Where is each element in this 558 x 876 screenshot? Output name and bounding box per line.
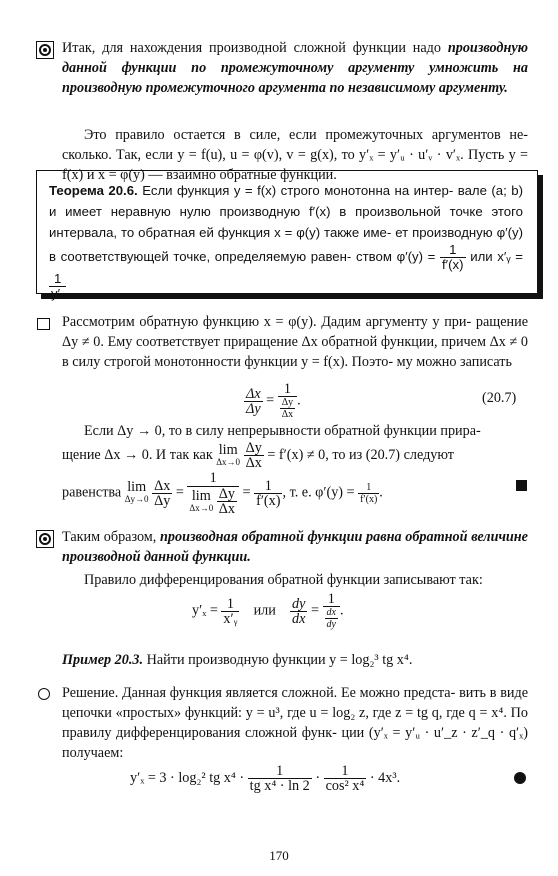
limit-line: щение Δx → 0. И так как lim Δx→0 $\frac{\Delta y}{\Delta x}$ = f′(x) ≠ 0, то из (20.7) следуют [62,440,454,471]
text-line: ет производную φ′(y) в соответствующей точке, определяемую равен- [49,225,523,264]
proof-end-icon [516,480,527,491]
proof-continued [62,421,528,441]
text-line: причем Δx ≠ 0 в силу строгой монотонности функции y = f(x). Поэто- [62,334,528,370]
text-line: Пусть y = f(x) и x = φ(y) — взаимно обратные функции. [62,147,528,183]
text-line: Рассмотрим обратную функцию x = φ(y). Дадим аргументу y при- [62,314,472,330]
page-number: 170 [269,848,289,863]
solution-end-icon [514,772,526,784]
inverse-derivative-formula: y′ₓ = $\frac{1}{\text{x′ᵧ}}$ или $\frac{dy}{dx}$ = $\frac{1}{\frac{dx}{dy}}$ . [192,591,344,630]
rule-paragraph [62,38,528,98]
text-line: или x′ᵧ = [465,248,523,264]
fraction: $\frac{1}{\text{y′ₓ}}$ [51,271,65,301]
text-line: вале (a; b) и имеет неравную нулю производную f′(x) в произвольной [49,183,523,219]
fraction: $\frac{\Delta x}{\Delta y}$ [246,385,261,417]
text-line: точке этого интервала, то обратная ей функция x = φ(y) также име- [49,204,524,240]
fraction: $\frac{1}{\frac{\Delta y}{\Delta x}}$ [278,382,297,420]
conclusion-paragraph: Таким образом, производная обратной функции равна обратной величине производной данной функции. [62,529,528,565]
fraction: $\frac{1}{f'(x)}$ [442,242,464,272]
text-line: ращение Δy ≠ 0. Ему соответствует приращение Δx обратной функции, [62,314,528,350]
equation-20-7: $\frac{\Delta x}{\Delta y}$ = $\frac{1}{\frac{\Delta y}{\Delta x}}$ . [246,381,301,420]
rule-notation-line: Правило дифференцирования обратной функции записывают так: [84,572,483,588]
solution-start-icon [38,688,50,700]
equation-number: (20.7) [482,390,517,406]
theorem-box [36,170,538,301]
text-line: сколько. Так, если y = f(u), u = φ(v), v = g(x), то y′ₓ = y′ᵤ · u′ᵥ · v′ₓ. [62,147,464,163]
text-line: ством φ′(y) = [356,248,441,264]
rule-lead: Итак, для нахождения производной сложной функции надо [62,40,448,56]
example-line: Пример 20.3. Найти производную функции y = log₂³ tg x⁴. [62,652,413,668]
proof-paragraph [62,312,528,372]
example-title: Пример 20.3. [62,652,144,668]
text-line: Это правило остается в силе, если промежуточных аргументов не- [84,127,528,143]
solution-paragraph: Решение. Данная функция является сложной. Ее можно предста- вить в виде цепочки «простых» функций: y = u³, где u = log₂ z, где z = tg q, где q = x⁴. По правилу дифференцирования сложной функ- ции (y′ₓ = y′ᵤ · u′_z · z′_q · q′ₓ) получаем: [62,685,529,761]
text-line: Если функция y = f(x) строго монотонна на интер- [137,183,454,198]
key-rule-icon [36,530,54,548]
limit-equality-line: равенства lim Δy→0 $\frac{\Delta x}{\Delta y}$ = 1 lim Δx→0 $\frac{\Delta y}{\Delta x}$ = $\frac{1}{f'(x)}$ , т. е. φ′(y) = $\frac{1}{f'(x)}$ . [62,470,383,517]
text-line: Если Δy → 0, то в силу непрерывности обратной функции прира- [84,423,481,439]
solution-result: y′ₓ = 3 · log₂² tg x⁴ · $\frac{1}{\text{tg x⁴ · ln 2}}$ · $\frac{1}{\text{cos² x⁴}}$ · 4x³. [130,763,401,794]
proof-start-icon [37,318,50,330]
rule-emphasis: производную данной функции по промежуточному аргументу умножить на производную промежуточного аргумента по независимому аргументу. [62,40,528,96]
text-line: му можно записать [396,354,512,370]
theorem-title: Теорема 20.6. [49,183,138,198]
key-rule-icon [36,41,54,59]
